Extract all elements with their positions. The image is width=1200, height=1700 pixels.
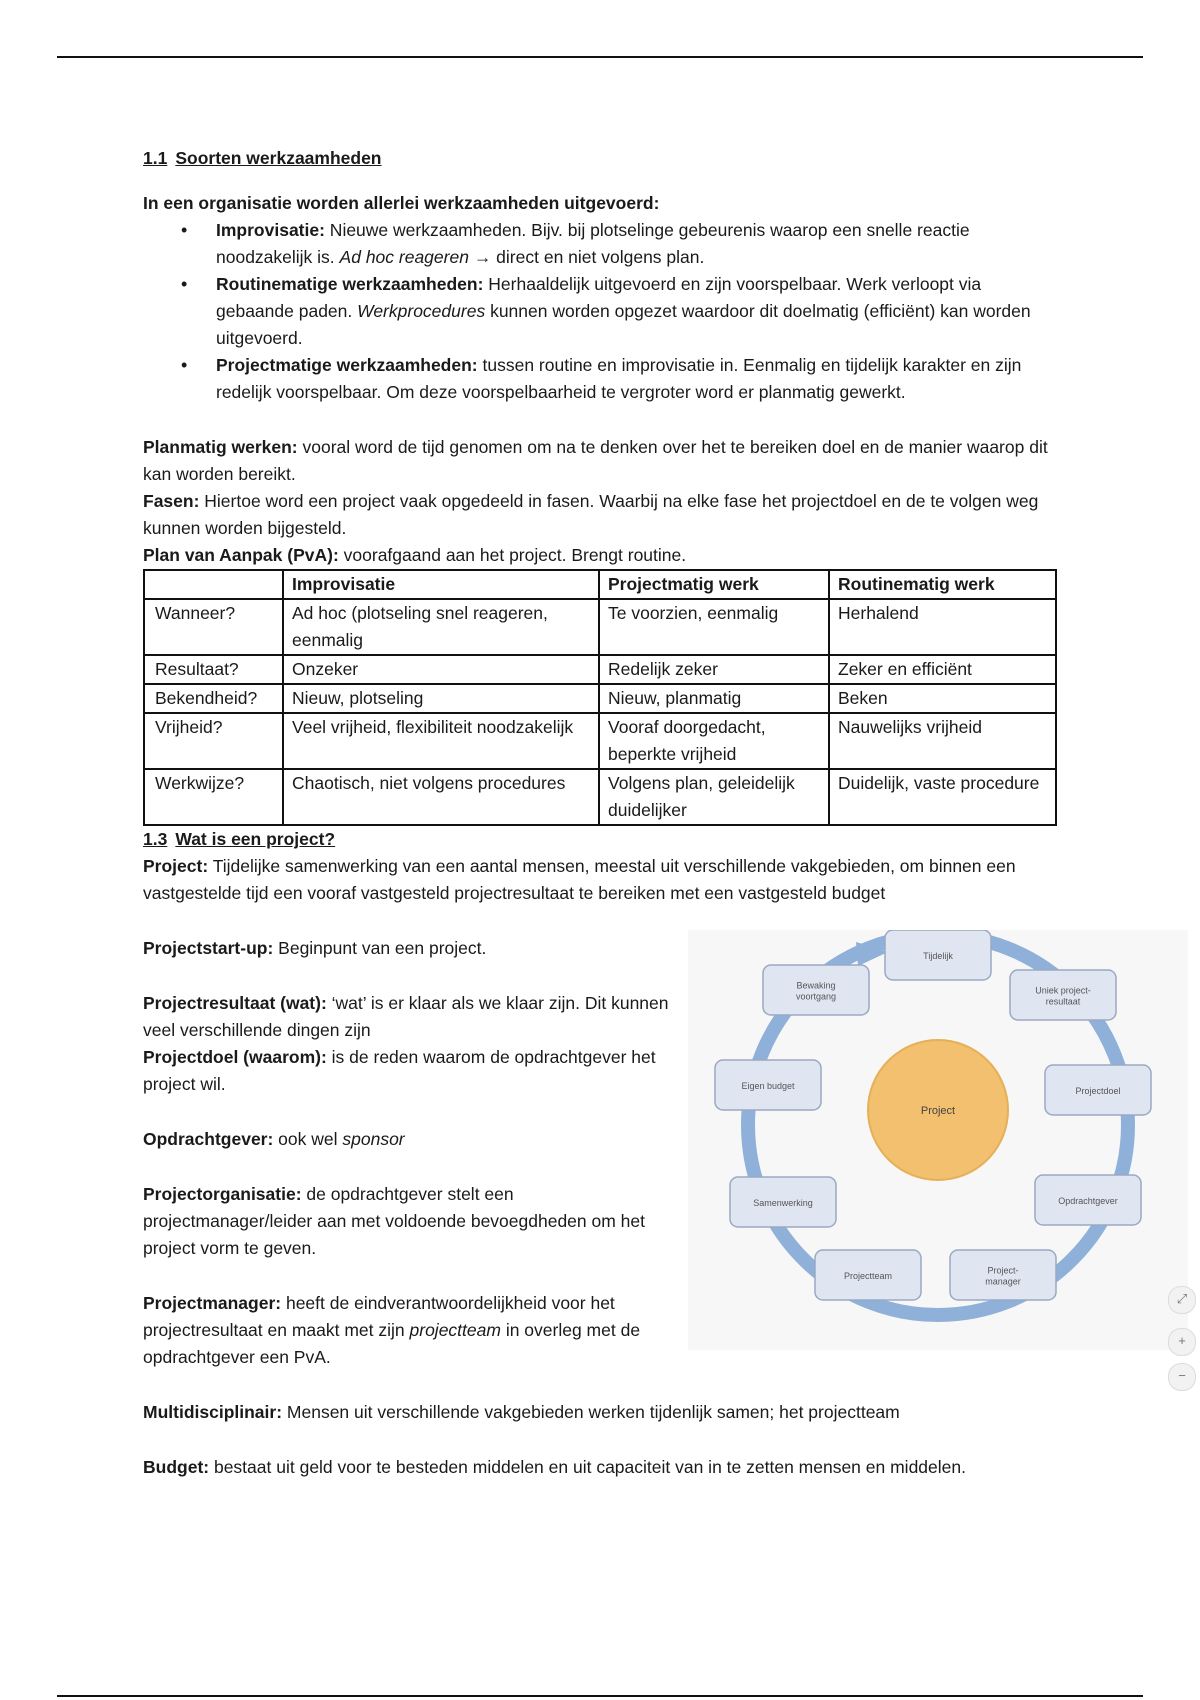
diagram-node: [885, 930, 991, 980]
table-cell: Volgens plan, geleidelijk duidelijker: [599, 769, 829, 825]
definitions-with-diagram: [143, 935, 1121, 1371]
startup-paragraph: Projectstart-up: Beginpunt van een project.: [143, 938, 487, 958]
diagram-node: [763, 965, 869, 1015]
manager-paragraph: Projectmanager: heeft de eindverantwoordelijkheid voor het projectresultaat en maakt met zijn projectteam in overleg met de opdrachtgever een PvA.: [143, 1293, 641, 1367]
diagram-node: [1045, 1065, 1151, 1115]
table-row: [144, 684, 1056, 713]
doel-paragraph: Projectdoel (waarom): is de reden waarom de opdrachtgever het project wil.: [143, 1047, 656, 1094]
table-cell: Herhalend: [829, 599, 1056, 655]
table-cell: Chaotisch, niet volgens procedures: [283, 769, 599, 825]
diagram-node-label: voortgang: [795, 991, 837, 1002]
top-rule: [57, 56, 1143, 58]
resultaat-paragraph: Projectresultaat (wat): ‘wat’ is er klaar als we klaar zijn. Dit kunnen veel verschillende dingen zijn: [143, 993, 669, 1040]
table-cell: Resultaat?: [144, 655, 283, 684]
pva-paragraph: Plan van Aanpak (PvA): voorafgaand aan het project. Brengt routine.: [143, 545, 687, 565]
diagram-node: [1035, 1175, 1141, 1225]
table-cell: Bekendheid?: [144, 684, 283, 713]
diagram-node-label: Eigen budget: [741, 1081, 795, 1091]
table-header-cell: Projectmatig werk: [599, 570, 829, 599]
zoom-in-button[interactable]: +: [1168, 1328, 1196, 1356]
multidisciplinair-paragraph: Multidisciplinair: Mensen uit verschillende vakgebieden werken tijdenlijk samen; het projectteam: [143, 1402, 900, 1422]
diagram-node: [950, 1250, 1056, 1300]
table-cell: Werkwijze?: [144, 769, 283, 825]
zoom-out-button[interactable]: −: [1168, 1363, 1196, 1391]
intro-text: In een organisatie worden allerlei werkzaamheden uitgevoerd:: [143, 193, 660, 213]
table-cell: Ad hoc (plotseling snel reageren, eenmalig: [283, 599, 599, 655]
organisatie-paragraph: Projectorganisatie: de opdrachtgever stelt een projectmanager/leider aan met voldoende bevoegdheden om het project vorm te geven.: [143, 1184, 646, 1258]
document-body: [143, 145, 1121, 1481]
definitions-column: [143, 935, 683, 1371]
table-header-cell: [144, 570, 283, 599]
comparison-table: [143, 569, 1057, 826]
planmatig-paragraph: Planmatig werken: vooral word de tijd genomen om na te denken over het te bereiken doel en de manier waarop dit kan worden bereikt.: [143, 437, 1048, 484]
table-cell: Vrijheid?: [144, 713, 283, 769]
list-item: • Improvisatie: Nieuwe werkzaamheden. Bijv. bij plotselinge gebeurenis waarop een snelle reactie noodzakelijk is. Ad hoc reageren → direct en niet volgens plan.: [216, 217, 1063, 271]
diagram-node: [815, 1250, 921, 1300]
werkzaamheden-list: [143, 217, 1063, 406]
diagram-node-label: Project-: [987, 1265, 1019, 1276]
table-row: [144, 713, 1056, 769]
table-header-cell: Improvisatie: [283, 570, 599, 599]
table-cell: Veel vrijheid, flexibiliteit noodzakelijk: [283, 713, 599, 769]
table-cell: Vooraf doorgedacht, beperkte vrijheid: [599, 713, 829, 769]
diagram-node: [730, 1177, 836, 1227]
table-header-cell: Routinematig werk: [829, 570, 1056, 599]
bottom-rule: [57, 1695, 1143, 1697]
table-row: [144, 655, 1056, 684]
fit-page-button[interactable]: ⤢: [1168, 1286, 1196, 1314]
diagram-node-label: resultaat: [1045, 996, 1081, 1007]
fasen-paragraph: Fasen: Hiertoe word een project vaak opgedeeld in fasen. Waarbij na elke fase het projectdoel en de te volgen weg kunnen worden bijgesteld.: [143, 491, 1039, 538]
table-cell: Nieuw, planmatig: [599, 684, 829, 713]
project-cycle-diagram: [688, 930, 1188, 1350]
list-item: • Projectmatige werkzaamheden: tussen routine en improvisatie in. Eenmalig en tijdelijk karakter en zijn redelijk voorspelbaar. Om deze voorspelbaarheid te vergroter word er planmatig gewerkt.: [216, 352, 1063, 406]
diagram-node-label: Opdrachtgever: [1058, 1196, 1118, 1206]
section-heading-1-1: 1.1 Soorten werkzaamheden: [143, 148, 382, 168]
table-row: [144, 769, 1056, 825]
diagram-node: [715, 1060, 821, 1110]
diagram-node-label: Tijdelijk: [923, 951, 953, 961]
opdrachtgever-paragraph: Opdrachtgever: ook wel sponsor: [143, 1129, 405, 1149]
diagram-node-label: Bewaking: [796, 980, 836, 991]
table-cell: Beken: [829, 684, 1056, 713]
budget-paragraph: Budget: bestaat uit geld voor te besteden middelen en uit capaciteit van in te zetten mensen en middelen.: [143, 1457, 966, 1477]
table-cell: Duidelijk, vaste procedure: [829, 769, 1056, 825]
table-cell: Te voorzien, eenmalig: [599, 599, 829, 655]
table-cell: Wanneer?: [144, 599, 283, 655]
table-cell: Nieuw, plotseling: [283, 684, 599, 713]
section-heading-1-3: 1.3 Wat is een project?: [143, 829, 336, 849]
table-cell: Nauwelijks vrijheid: [829, 713, 1056, 769]
table-cell: Onzeker: [283, 655, 599, 684]
diagram-node-label: manager: [985, 1276, 1021, 1287]
project-definition: Project: Tijdelijke samenwerking van een aantal mensen, meestal uit verschillende vakgebieden, om binnen een vastgestelde tijd een vooraf vastgesteld projectresultaat te bereiken met een vastgesteld budget: [143, 856, 1016, 903]
table-cell: Redelijk zeker: [599, 655, 829, 684]
diagram-node: [1010, 970, 1116, 1020]
list-item: • Routinematige werkzaamheden: Herhaaldelijk uitgevoerd en zijn voorspelbaar. Werk verloopt via gebaande paden. Werkprocedures kunnen worden opgezet waardoor dit doelmatig (efficiënt) kan worden uitgevoerd.: [216, 271, 1063, 352]
table-row: [144, 599, 1056, 655]
table-header-row: [144, 570, 1056, 599]
diagram-node-label: Projectteam: [843, 1271, 893, 1281]
center-label: Project: [920, 1105, 956, 1117]
table-cell: Zeker en efficiënt: [829, 655, 1056, 684]
diagram-node-label: Projectdoel: [1075, 1086, 1121, 1096]
diagram-node-label: Uniek project-: [1035, 985, 1091, 996]
diagram-node-label: Samenwerking: [753, 1198, 813, 1208]
